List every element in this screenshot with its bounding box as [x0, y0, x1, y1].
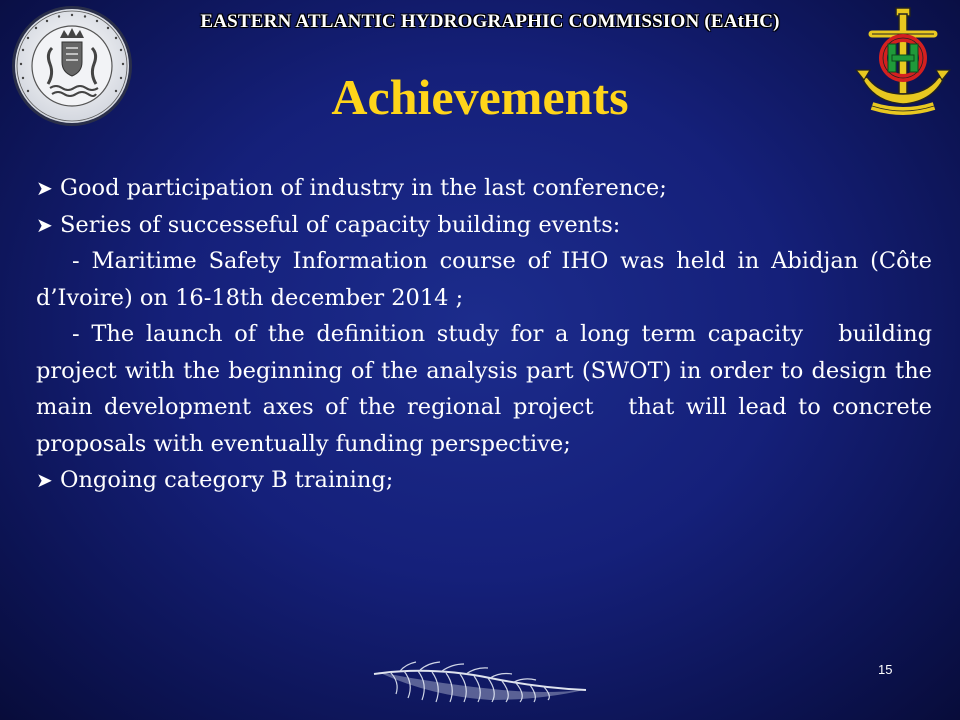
- feather-icon: [370, 660, 590, 708]
- bullet-text: Ongoing category B training;: [60, 467, 394, 493]
- page-number: 15: [878, 662, 893, 677]
- slide-title: Achievements: [331, 69, 629, 125]
- bullet-item: [36, 462, 932, 499]
- sub-paragraph: - Maritime Safety Information course of IHO was held in Abidjan (Côte d’Ivoire) on 16-18th december 2014 ;: [36, 248, 932, 311]
- banner-text: EASTERN ATLANTIC HYDROGRAPHIC COMMISSION (EAtHC): [200, 11, 780, 32]
- bullet-text: Good participation of industry in the last conference;: [60, 175, 667, 201]
- bullet-text: Series of successeful of capacity building events:: [60, 211, 621, 238]
- arrow-bullet-icon: ➤: [36, 468, 53, 492]
- arrow-bullet-icon: ➤: [36, 176, 53, 200]
- bullet-item: [36, 170, 932, 207]
- commission-banner: [130, 0, 850, 44]
- sub-paragraph: - The launch of the definition study for a long term capacity building project with the beginning of the analysis part (SWOT) in order to design the main development axes of the regional project that will lead to concrete proposals with eventually funding perspective;: [36, 321, 940, 457]
- arrow-bullet-icon: ➤: [36, 212, 53, 237]
- slide-body: [36, 170, 940, 499]
- bullet-item: [36, 207, 932, 244]
